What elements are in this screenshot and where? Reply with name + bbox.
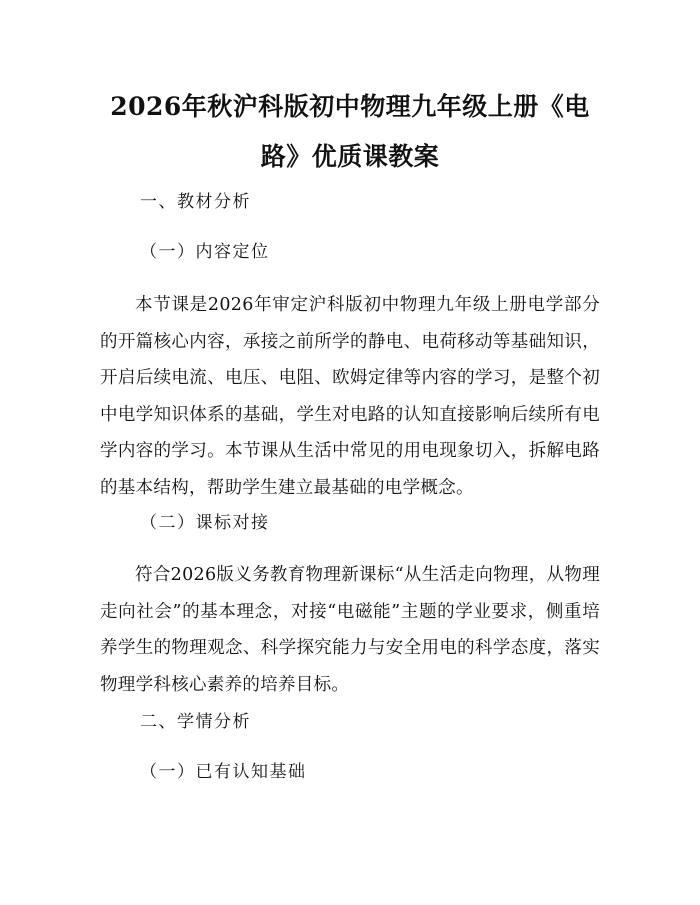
subsection-heading-content-position: （一）内容定位 — [140, 242, 270, 262]
paragraph-content-position: 本节课是2026年审定沪科版初中物理九年级上册电学部分的开篇核心内容，承接之前所学的静电、电荷移动等基础知识，开启后续电流、电压、电阻、欧姆定律等内容的学习，是整个初中电学知识体系的基础，学生对电路的认知直接影响后续所有电学内容的学习。本节课从生活中常见的用电现象切入，拆解电路的基本结构，帮助学生建立最基础的电学概念。 — [100, 295, 600, 498]
subsection-heading-curriculum-alignment: （二）课标对接 — [140, 513, 270, 533]
document-title: 2026年秋沪科版初中物理九年级上册《电路》优质课教案 — [110, 92, 590, 171]
paragraph-curriculum-alignment: 符合2026版义务教育物理新课标“从生活走向物理，从物理走向社会”的基本理念，对接“电磁能”主题的学业要求，侧重培养学生的物理观念、科学探究能力与安全用电的科学态度，落实物理学科核心素养的培养目标。 — [100, 565, 600, 695]
section-heading-learner-analysis: 二、学情分析 — [140, 712, 251, 732]
subsection-heading-prior-knowledge: （一）已有认知基础 — [140, 762, 307, 782]
section-heading-textbook-analysis: 一、教材分析 — [140, 192, 251, 212]
